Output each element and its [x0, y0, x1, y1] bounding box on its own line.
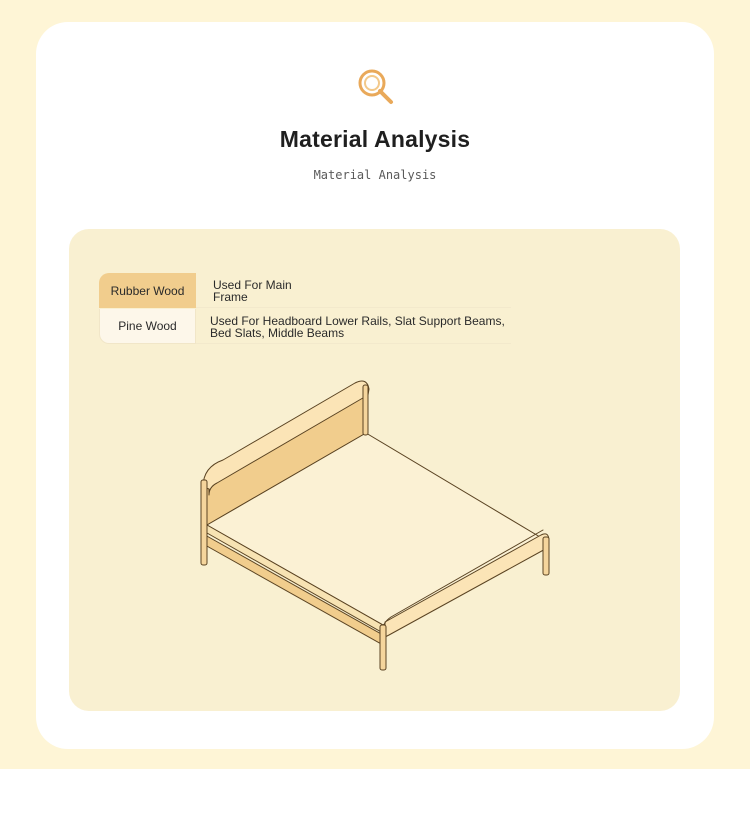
material-row [99, 273, 511, 308]
material-use: Used For Main Frame [213, 277, 292, 304]
material-name: Pine Wood [99, 309, 196, 344]
material-row [99, 309, 511, 344]
row-divider [196, 307, 511, 308]
row-divider [196, 343, 511, 344]
material-name: Rubber Wood [99, 273, 196, 308]
material-table [99, 273, 511, 344]
page-subtitle: Material Analysis [313, 168, 437, 182]
page-title: Material Analysis [279, 126, 471, 152]
material-use: Used For Headboard Lower Rails, Slat Support Beams, Bed Slats, Middle Beams [210, 313, 505, 340]
magnifier-icon [355, 66, 397, 108]
bed-illustration [195, 375, 555, 675]
